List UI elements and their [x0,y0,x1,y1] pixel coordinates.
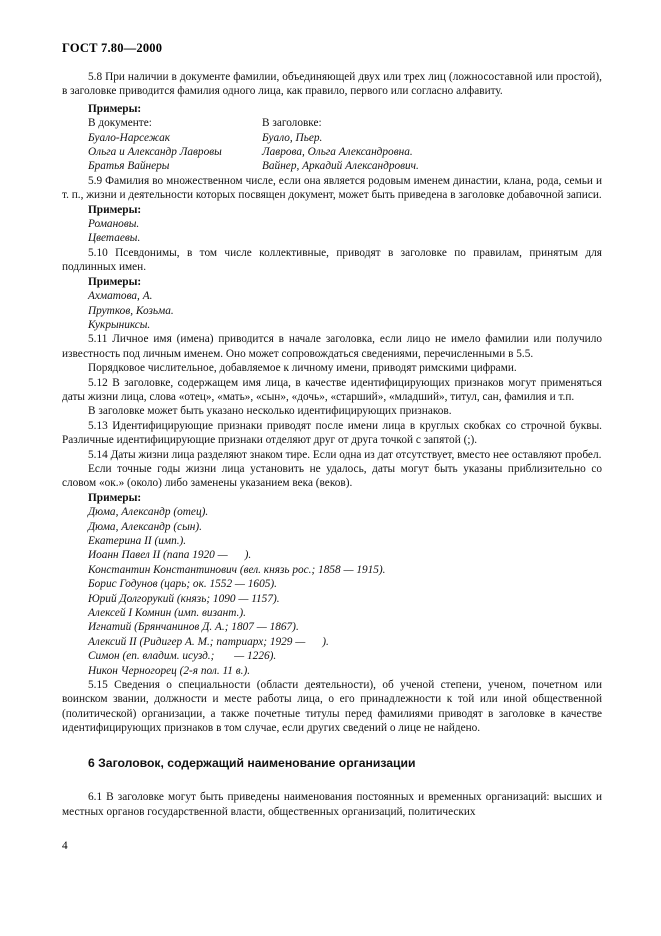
example-row [88,131,419,145]
example-doc: Буало-Нарсежак [88,131,171,144]
example-row [88,145,419,159]
page-number: 4 [62,840,68,852]
examples-label: Примеры: [88,102,142,115]
col-heading-head: В заголовке: [262,117,322,130]
example-line: Алексей I Комнин (имп. визант.). [88,607,246,620]
clause-5-9: 5.9 Фамилия во множественном числе, если она является родовым именем династии, клана, рода, семьи и т. п., жизни и деятельности которых посвящен документ, может быть приведена в заголовке добавочной записи. [62,174,602,202]
document-body [62,70,602,819]
clause-5-12: 5.12 В заголовке, содержащем имя лица, в качестве идентифицирующих признаков могут применяться даты жизни лица, слова «отец», «мать», «сын», «дочь», «старший», «младший», титул, сан, фамилия и т.п. [62,376,602,403]
example-line: Ахматова, А. [88,290,153,303]
examples-label: Примеры: [88,491,142,504]
document-header: ГОСТ 7.80—2000 [62,41,163,55]
clause-5-13: 5.13 Идентифицирующие признаки приводят после имени лица в круглых скобках со строчной буквы. Различные идентифицирующие признаки отделяют друг от друга точкой с запятой (;). [62,419,602,447]
paragraph-roman-numerals: Порядковое числительное, добавляемое к личному имени, приводят римскими цифрами. [88,362,517,375]
paragraph-several-signs: В заголовке может быть указано несколько идентифицирующих признаков. [88,405,452,418]
clause-5-10: 5.10 Псевдонимы, в том числе коллективные, приводят в заголовке по правилам, принятым для подлинных имен. [62,246,602,274]
example-doc: Ольга и Александр Лавровы [88,146,222,159]
example-line: Алексий II (Ридигер А. М.; патриарх; 1929 — ). [88,635,329,648]
example-line: Романовы. [88,218,140,231]
clause-5-14: 5.14 Даты жизни лица разделяют знаком тире. Если одна из дат отсутствует, вместо нее оставляют пробел. [88,448,602,461]
clause-5-15: 5.15 Сведения о специальности (области деятельности), об ученой степени, ученом, почетном или воинском звании, должности и месте работы лица, о его принадлежности к той или иной общественной (политической) организации, а также почетные титулы перед фамилиями приводят в заголовке в качестве идентифицирующих признаков в том случае, если других сведений о лице не найдено. [62,679,602,735]
clause-5-8: 5.8 При наличии в документе фамилии, объединяющей двух или трех лиц (ложносоставной или простой), в заголовке приводится фамилия одного лица, как правило, первого или согласно алфавиту. [62,71,602,98]
example-line: Юрий Долгорукий (князь; 1090 — 1157). [88,592,280,605]
example-line: Борис Годунов (царь; ок. 1552 — 1605). [88,578,277,591]
clause-6-1: 6.1 В заголовке могут быть приведены наименования постоянных и временных организаций: высших и местных органов государственной власти, общественных организаций, политических [62,791,602,818]
example-doc: Братья Вайнеры [88,160,170,173]
examples-table-header [88,116,419,130]
example-line: Симон (еп. владим. исузд.; — 1226). [88,650,277,663]
example-row [88,159,419,173]
example-line: Константин Константинович (вел. князь рос.; 1858 — 1915). [88,563,386,576]
clause-5-11: 5.11 Личное имя (имена) приводится в начале заголовка, если лицо не имело фамилии или получило известность под личным именем. Оно может сопровождаться сведениями, перечисленными в 5.5. [62,333,602,360]
example-head: Буало, Пьер. [262,131,323,144]
examples-table [62,116,419,174]
example-line: Иоанн Павел II (папа 1920 — ). [88,549,252,562]
col-document-head: В документе: [88,117,152,130]
example-head: Вайнер, Аркадий Александрович. [262,160,419,173]
example-line: Екатерина II (имп.). [88,535,187,547]
example-head: Лаврова, Ольга Александровна. [262,146,413,159]
example-line: Кукрыниксы. [88,318,151,331]
examples-label: Примеры: [88,275,142,288]
example-line: Дюма, Александр (отец). [88,506,209,519]
example-line: Никон Черногорец (2-я пол. 11 в.). [88,664,251,677]
example-line: Дюма, Александр (сын). [88,520,202,533]
example-line: Игнатий (Брянчанинов Д. А.; 1807 — 1867). [88,621,299,634]
section-6-title: 6 Заголовок, содержащий наименование организации [88,755,416,770]
example-line: Цветаевы. [88,232,141,245]
paragraph-approximate-dates: Если точные годы жизни лица установить не удалось, даты могут быть указаны приблизительно со словом «ок.» (около) либо заменены указанием века (веков). [62,462,602,490]
example-line: Прутков, Козьма. [88,304,174,317]
examples-label: Примеры: [88,203,142,216]
